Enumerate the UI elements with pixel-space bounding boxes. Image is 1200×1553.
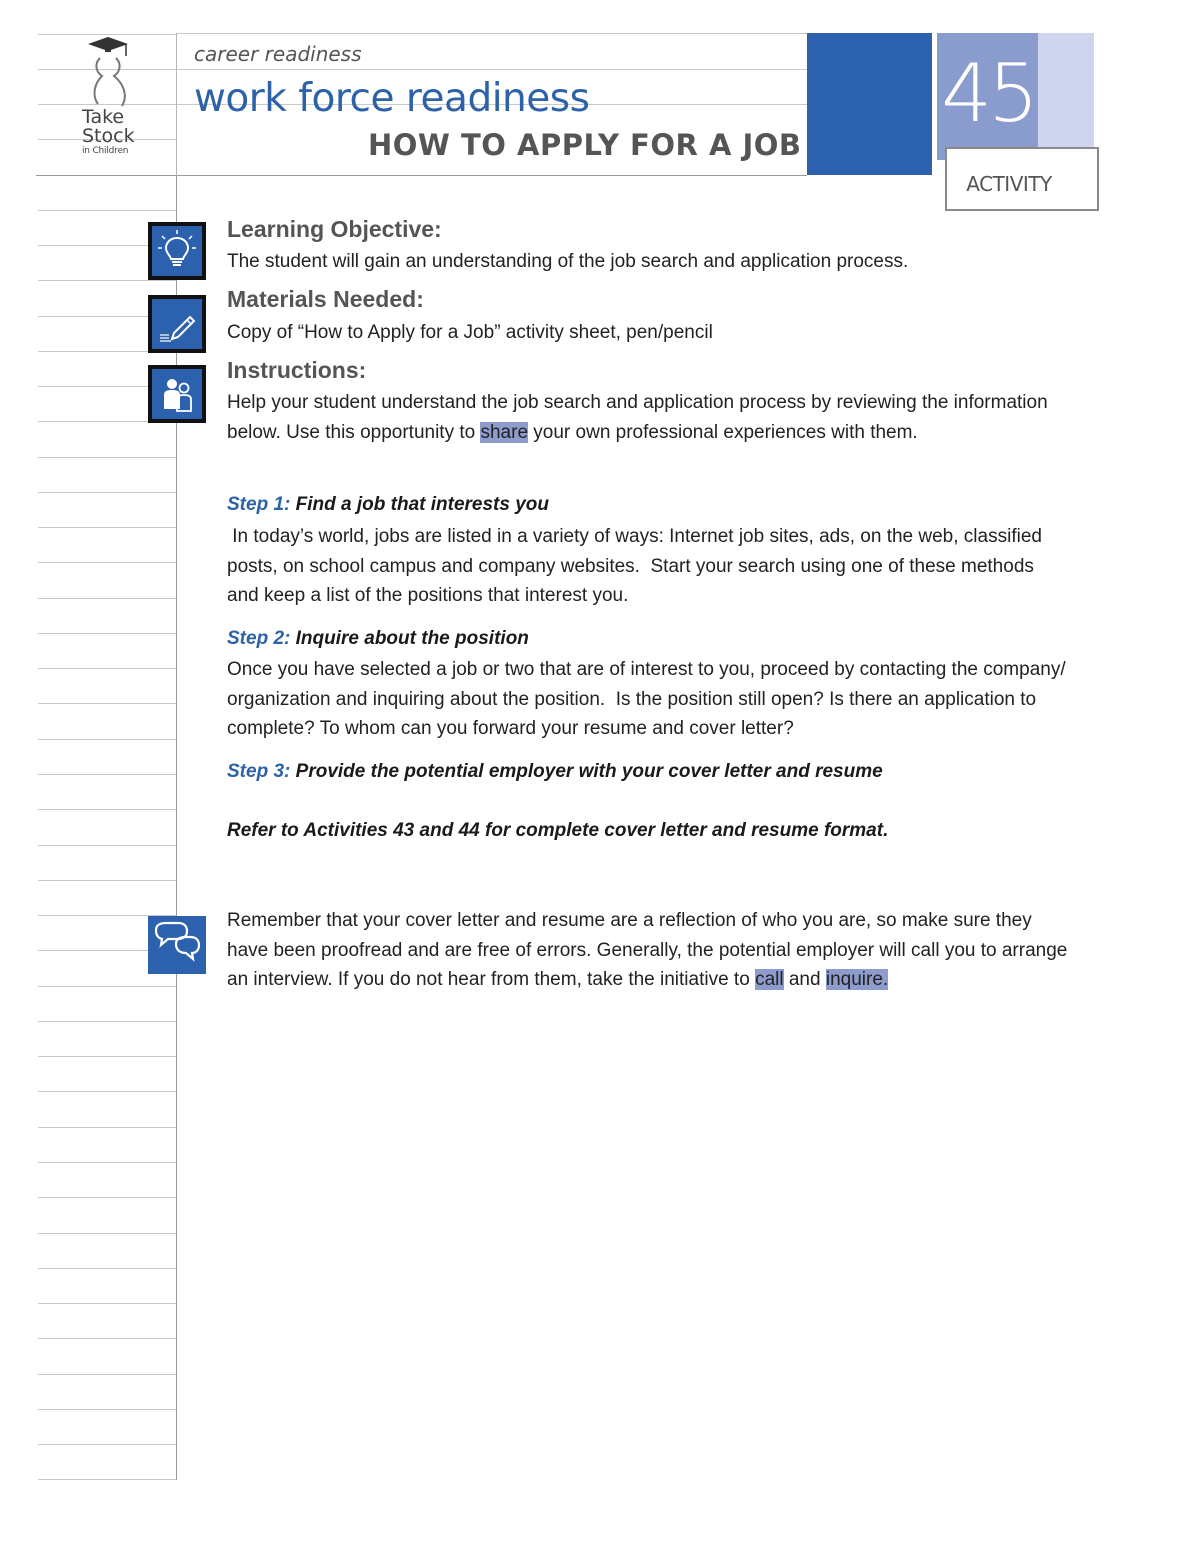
step-1-heading — [227, 494, 549, 516]
step-3-heading — [227, 761, 883, 783]
header-block-light — [1038, 33, 1094, 160]
header-rule — [176, 33, 807, 34]
speech-bubbles-icon — [148, 916, 206, 974]
step-2-text — [227, 655, 1066, 744]
unit-title: work force readiness — [194, 76, 590, 121]
logo-stock: Stock — [82, 125, 135, 147]
step-3-title: Provide the potential employer with your cover letter and resume — [295, 761, 883, 782]
highlight-call: call — [755, 969, 784, 990]
category-label: career readiness — [194, 42, 362, 66]
logo-in-children: in Children — [82, 146, 129, 156]
closing-text — [227, 906, 1067, 995]
header-block-dark — [807, 33, 932, 175]
highlight-inquire: inquire. — [825, 969, 889, 990]
people-icon — [148, 365, 206, 423]
materials-heading: Materials Needed: — [227, 286, 424, 312]
step-2-title: Inquire about the position — [295, 628, 529, 649]
step-3-label: Step 3: — [227, 761, 291, 782]
refer-note: Refer to Activities 43 and 44 for complete cover letter and resume format. — [227, 820, 889, 841]
header-divider — [176, 33, 177, 176]
closing-line1: Remember that your cover letter and resume are a reflection of who you are, so make sure they — [227, 910, 1032, 931]
step-2-line: Once you have selected a job or two that are of interest to you, proceed by contacting the company/ — [227, 659, 1066, 680]
logo-take: Take — [82, 106, 125, 128]
lightbulb-icon — [148, 222, 206, 280]
closing-line2: have been proofread and are free of errors. Generally, the potential employer will call you to arrange — [227, 939, 1068, 961]
closing-line3-start: an interview. If you do not hear from them, take the initiative to — [227, 969, 756, 990]
step-1-text — [227, 522, 1042, 611]
closing-line3-mid: and — [783, 969, 826, 990]
step-2-label: Step 2: — [227, 628, 291, 649]
activity-label: ACTIVITY — [966, 172, 1052, 196]
instructions-line2-start: below. Use this opportunity to — [227, 421, 481, 443]
step-1-line: In today’s world, jobs are listed in a variety of ways: Internet job sites, ads, on the web, classified — [227, 526, 1042, 547]
objective-text: The student will gain an understanding of the job search and application process. — [227, 251, 909, 272]
step-2-heading — [227, 628, 529, 650]
highlight-share: share — [480, 421, 529, 443]
objective-heading: Learning Objective: — [227, 216, 442, 242]
step-2-line: complete? To whom can you forward your resume and cover letter? — [227, 718, 794, 739]
step-1-line: posts, on school campus and company websites. Start your search using one of these methods — [227, 555, 1034, 577]
activity-number: 45 — [941, 47, 1035, 140]
instructions-heading: Instructions: — [227, 357, 367, 383]
step-1-title: Find a job that interests you — [295, 494, 549, 515]
instructions-line1: Help your student understand the job search and application process by reviewing the information — [227, 392, 1048, 413]
step-1-line: and keep a list of the positions that interest you. — [227, 585, 629, 606]
logo-wordmark — [82, 108, 152, 156]
page-title: HOW TO APPLY FOR A JOB — [368, 128, 802, 162]
step-2-line: organization and inquiring about the position. Is the position still open? Is there an application to — [227, 688, 1037, 710]
instructions-line2-end: your own professional experiences with them. — [528, 421, 918, 443]
header-rule — [176, 69, 807, 70]
pencil-icon — [148, 295, 206, 353]
instructions-text — [227, 388, 1048, 447]
materials-text: Copy of “How to Apply for a Job” activity sheet, pen/pencil — [227, 322, 713, 343]
header-bottom-rule — [36, 175, 807, 176]
step-1-label: Step 1: — [227, 494, 291, 515]
